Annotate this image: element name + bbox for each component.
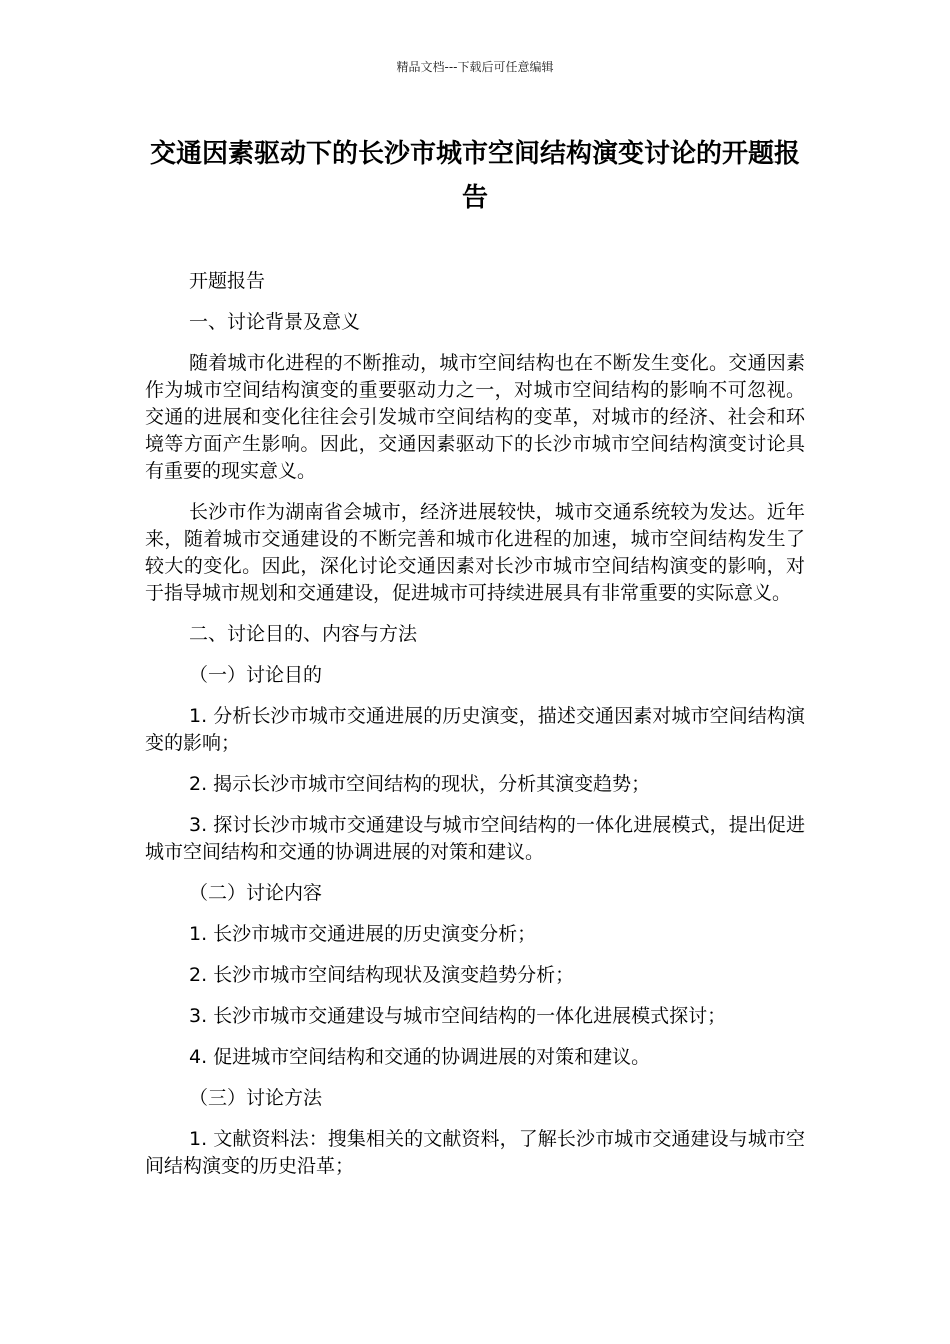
document-body xyxy=(145,268,805,1194)
list-item: 4. 促进城市空间结构和交通的协调进展的对策和建议。 xyxy=(189,1046,651,1068)
paragraph: 随着城市化进程的不断推动，城市空间结构也在不断发生变化。交通因素作为城市空间结构演变的重要驱动力之一，对城市空间结构的影响不可忽视。交通的进展和变化往往会引发城市空间结构的变革，对城市的经济、社会和环境等方面产生影响。因此，交通因素驱动下的长沙市城市空间结构演变讨论具有重要的现实意义。 xyxy=(145,352,805,482)
list-item: 2. 揭示长沙市城市空间结构的现状，分析其演变趋势； xyxy=(189,773,651,795)
subsection-heading: （二）讨论内容 xyxy=(189,882,323,904)
header-note: 精品文档---下载后可任意编辑 xyxy=(396,60,554,74)
section-heading: 二、讨论目的、内容与方法 xyxy=(189,623,418,645)
list-item: 3. 探讨长沙市城市交通建设与城市空间结构的一体化进展模式，提出促进城市空间结构和交通的协调进展的对策和建议。 xyxy=(145,814,805,863)
paragraph: 长沙市作为湖南省会城市，经济进展较快，城市交通系统较为发达。近年来，随着城市交通建设的不断完善和城市化进程的加速，城市空间结构发生了较大的变化。因此，深化讨论交通因素对长沙市城市空间结构演变的影响，对于指导城市规划和交通建设，促进城市可持续进展具有非常重要的实际意义。 xyxy=(145,501,805,604)
document-title: 交通因素驱动下的长沙市城市空间结构演变讨论的开题报告 xyxy=(149,139,800,213)
paragraph: 开题报告 xyxy=(189,270,266,292)
list-item: 1. 长沙市城市交通进展的历史演变分析； xyxy=(189,923,537,945)
list-item: 1. 文献资料法：搜集相关的文献资料，了解长沙市城市交通建设与城市空间结构演变的历史沿革； xyxy=(145,1128,805,1177)
section-heading: 一、讨论背景及意义 xyxy=(189,311,361,333)
list-item: 1. 分析长沙市城市交通进展的历史演变，描述交通因素对城市空间结构演变的影响； xyxy=(145,705,805,754)
list-item: 3. 长沙市城市交通建设与城市空间结构的一体化进展模式探讨； xyxy=(189,1005,727,1027)
subsection-heading: （三）讨论方法 xyxy=(189,1087,323,1109)
list-item: 2. 长沙市城市空间结构现状及演变趋势分析； xyxy=(189,964,575,986)
subsection-heading: （一）讨论目的 xyxy=(189,664,323,686)
